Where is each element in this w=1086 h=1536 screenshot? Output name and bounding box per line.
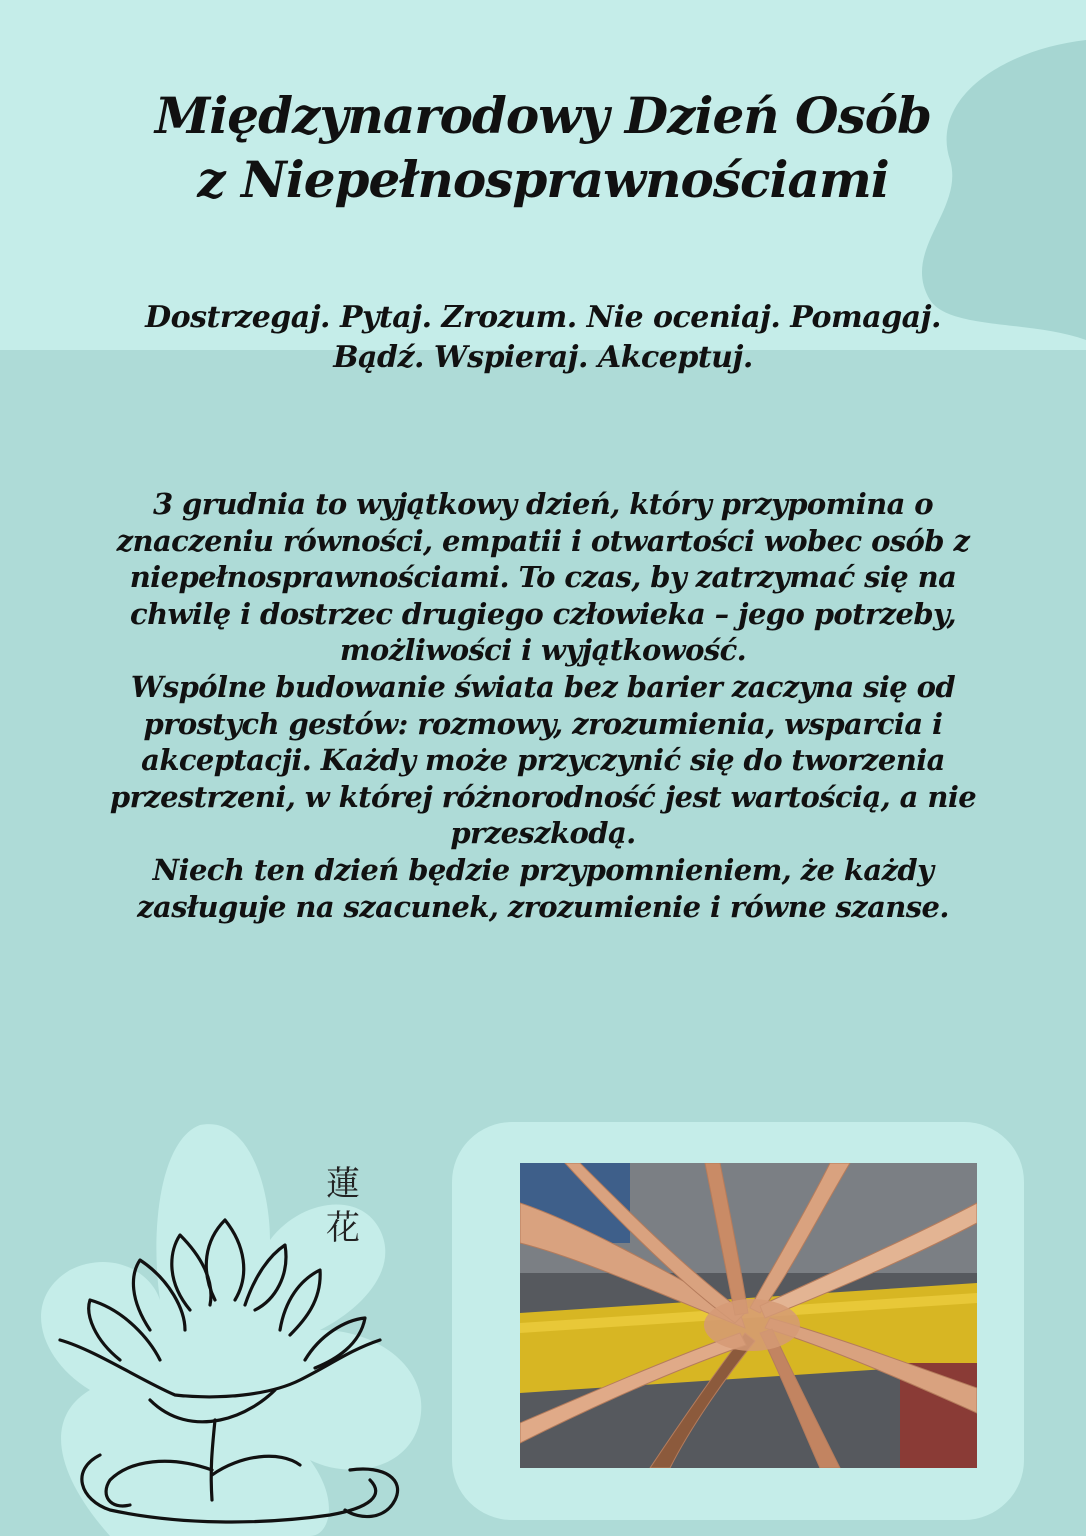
body-paragraph-1: 3 grudnia to wyjątkowy dzień, który przypomina o znaczeniu równości, empatii i otwartości wobec osób z niepełnosprawnościami. To czas, by zatrzymać się na chwilę i dostrzec drugiego człowieka – jego potrzeby, możliwości i wyjątkowość. [116, 487, 970, 668]
title-line-2: z Niepełnosprawnościami [197, 150, 889, 209]
kanji-flower-char: 花 [326, 1208, 360, 1248]
title-line-1: Międzynarodowy Dzień Osób [154, 86, 932, 145]
body-paragraph-2: Wspólne budowanie świata bez barier zaczyna się od prostych gestów: rozmowy, zrozumienia, wsparcia i akceptacji. Każdy może przyczynić się do tworzenia przestrzeni, w której różnorodność jest wartością, a nie przeszkodą. [109, 669, 977, 851]
body-paragraph-3: Niech ten dzień będzie przypomnieniem, że każdy zasługuje na szacunek, zrozumienie i równe szanse. [137, 852, 949, 924]
kanji-calligraphy [318, 1162, 368, 1250]
tagline-line-2: Bądź. Wspieraj. Akceptuj. [333, 340, 753, 375]
hands-together-photo [520, 1163, 977, 1468]
body-text [80, 486, 1006, 925]
tagline-line-1: Dostrzegaj. Pytaj. Zrozum. Nie oceniaj. Pomagaj. [145, 300, 941, 335]
kanji-lotus-char: 蓮 [326, 1164, 360, 1204]
tagline [40, 298, 1046, 378]
page-title [60, 84, 1026, 212]
hands-photo-illustration [520, 1163, 977, 1468]
